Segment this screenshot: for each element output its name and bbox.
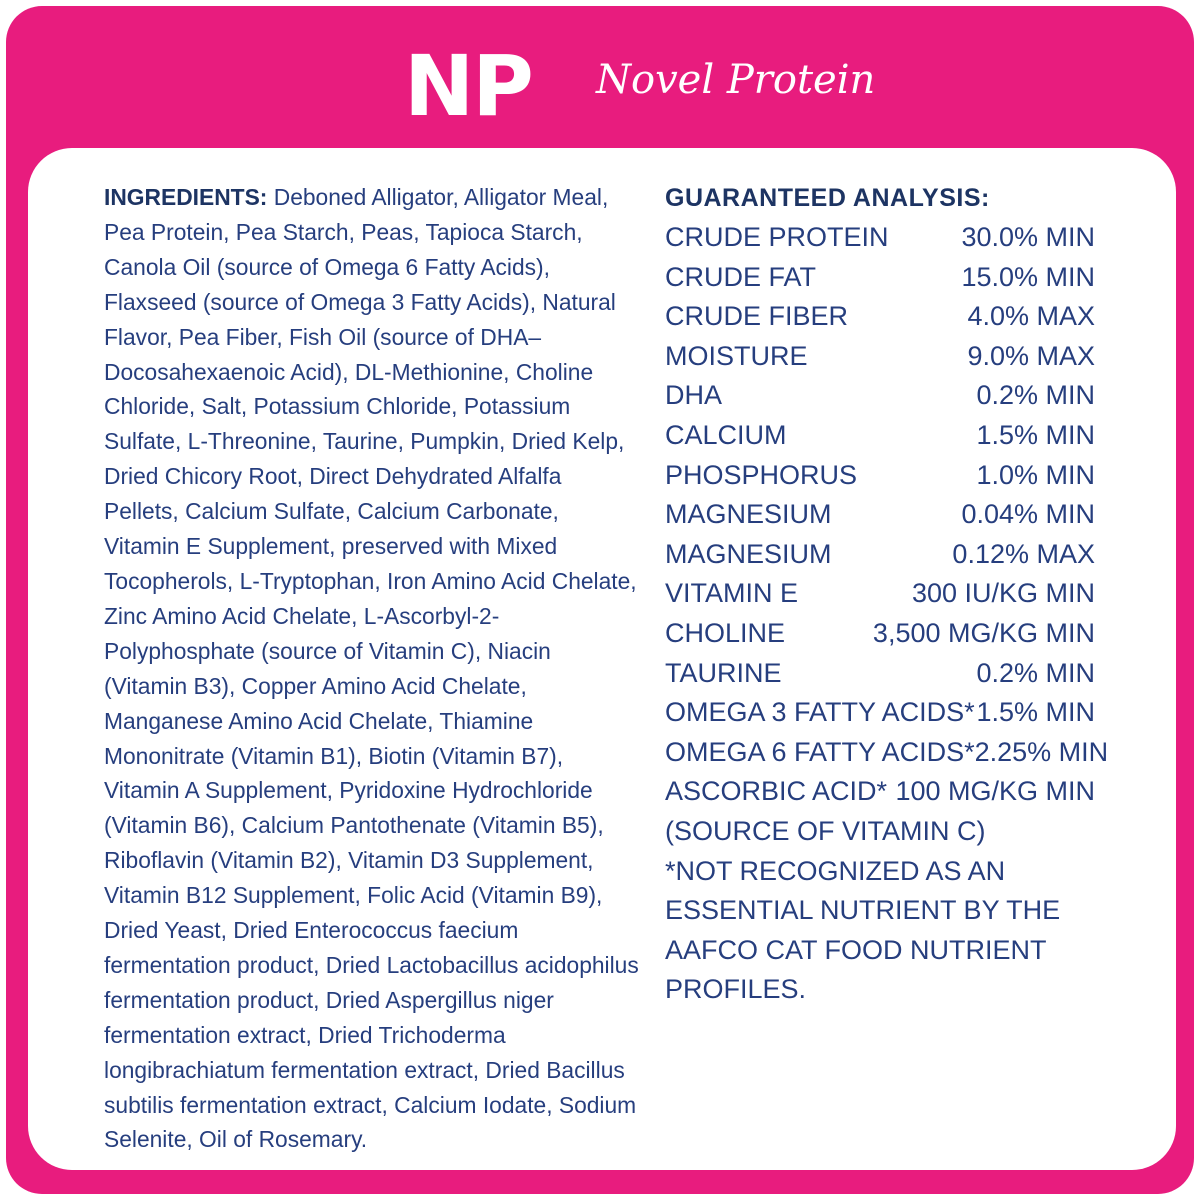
nutrient-name: DHA (665, 380, 723, 411)
nutrient-name: CRUDE PROTEIN (665, 222, 889, 252)
analysis-row (665, 654, 1095, 694)
nutrient-name: MOISTURE (665, 340, 808, 371)
analysis-row (665, 337, 1095, 377)
nutrient-name: CHOLINE (665, 617, 786, 648)
analysis-row (665, 218, 1095, 258)
analysis-source-note: (SOURCE OF VITAMIN C) (665, 815, 986, 846)
nutrient-name: TAURINE (665, 657, 782, 688)
analysis-footnote: *NOT RECOGNIZED AS AN ESSENTIAL NUTRIENT BY THE AAFCO CAT FOOD NUTRIENT PROFILES. (665, 855, 1061, 1005)
analysis-row (665, 693, 1095, 733)
nutrient-name: MAGNESIUM (665, 499, 832, 530)
nutrient-value: 1.0% MIN (976, 459, 1095, 490)
ingredients-title: INGREDIENTS: (104, 184, 274, 210)
nutrient-value: 9.0% MAX (967, 340, 1095, 371)
analysis-rows (665, 218, 1109, 812)
analysis-row (665, 535, 1095, 575)
analysis-row (665, 495, 1095, 535)
nutrient-value: 4.0% MAX (967, 301, 1095, 332)
info-panel (28, 148, 1176, 1170)
analysis-row (665, 376, 1095, 416)
nutrient-name: ASCORBIC ACID* (665, 776, 888, 807)
nutrient-name: VITAMIN E (665, 578, 799, 609)
nutrient-value: 3,500 MG/KG MIN (872, 617, 1095, 648)
nutrient-value: 1.5% MIN (976, 419, 1095, 450)
nutrient-name: CRUDE FAT (665, 261, 817, 292)
nutrient-value: 30.0% MIN (961, 222, 1095, 252)
nutrient-value: 0.04% MIN (961, 499, 1095, 530)
analysis-row (665, 772, 1095, 812)
analysis-row (665, 456, 1095, 496)
analysis-row (665, 297, 1095, 337)
nutrient-name: CALCIUM (665, 419, 787, 450)
ingredients-text: Deboned Alligator, Alligator Meal, Pea Protein, Pea Starch, Peas, Tapioca Starch, Canola Oil (source of Omega 6 Fatty Acids), Flaxseed (source of Omega 3 Fatty Acids), Natural Flavor, Pea Fiber, Fish Oil (source of DHA–Docosahexaenoic Acid), DL-Methionine, Choline Chloride, Salt, Potassium Chloride, Potassium Sulfate, L-Threonine, Taurine, Pumpkin, Dried Kelp, Dried Chicory Root, Direct Dehydrated Alfalfa Pellets, Calcium Sulfate, Calcium Carbonate, Vitamin E Supplement, preserved with Mixed Tocopherols, L-Tryptophan, Iron Amino Acid Chelate, Zinc Amino Acid Chelate, L-Ascorbyl-2-Polyphosphate (source of Vitamin C), Niacin (Vitamin B3), Copper Amino Acid Chelate, Manganese Amino Acid Chelate, Thiamine Mononitrate (Vitamin B1), Biotin (Vitamin B7), Vitamin A Supplement, Pyridoxine Hydrochloride (Vitamin B6), Calcium Pantothenate (Vitamin B5), Riboflavin (Vitamin B2), Vitamin D3 Supplement, Vitamin B12 Supplement, Folic Acid (Vitamin B9), Dried Yeast, Dried Enterococcus faecium fermentation product, Dried Lactobacillus acidophilus fermentation product, Dried Aspergillus niger fermentation extract, Dried Trichoderma longibrachiatum fermentation extract, Dried Bacillus subtilis fermentation extract, Calcium Iodate, Sodium Selenite, Oil of Rosemary. (104, 184, 639, 1153)
nutrient-name: MAGNESIUM (665, 538, 832, 569)
nutrient-name: PHOSPHORUS (665, 459, 858, 490)
nutrient-value: 1.5% MIN (976, 697, 1095, 728)
analysis-row (665, 733, 1109, 773)
analysis-row (665, 574, 1095, 614)
analysis-row (665, 614, 1095, 654)
nutrient-value: 0.2% MIN (976, 657, 1095, 688)
brand-header (6, 36, 1194, 136)
nutrient-value: 300 IU/KG MIN (911, 578, 1095, 609)
label-frame (6, 6, 1194, 1194)
nutrient-value: 2.25% MIN (974, 736, 1109, 767)
nutrient-name: OMEGA 3 FATTY ACIDS* (665, 697, 975, 728)
product-name: Novel Protein (596, 57, 876, 103)
analysis-row (665, 416, 1095, 456)
nutrient-value: 0.2% MIN (976, 380, 1095, 411)
nutrient-name: OMEGA 6 FATTY ACIDS* (665, 736, 975, 767)
nutrient-name: CRUDE FIBER (665, 301, 849, 332)
nutrient-value: 15.0% MIN (961, 261, 1095, 292)
nutrient-value: 100 MG/KG MIN (895, 776, 1095, 807)
analysis-row (665, 258, 1095, 298)
ingredients-block (104, 180, 639, 1157)
guaranteed-analysis (665, 178, 1109, 1010)
analysis-title: GUARANTEED ANALYSIS: (665, 184, 990, 212)
product-code: NP (404, 37, 532, 135)
nutrient-value: 0.12% MAX (952, 538, 1095, 569)
